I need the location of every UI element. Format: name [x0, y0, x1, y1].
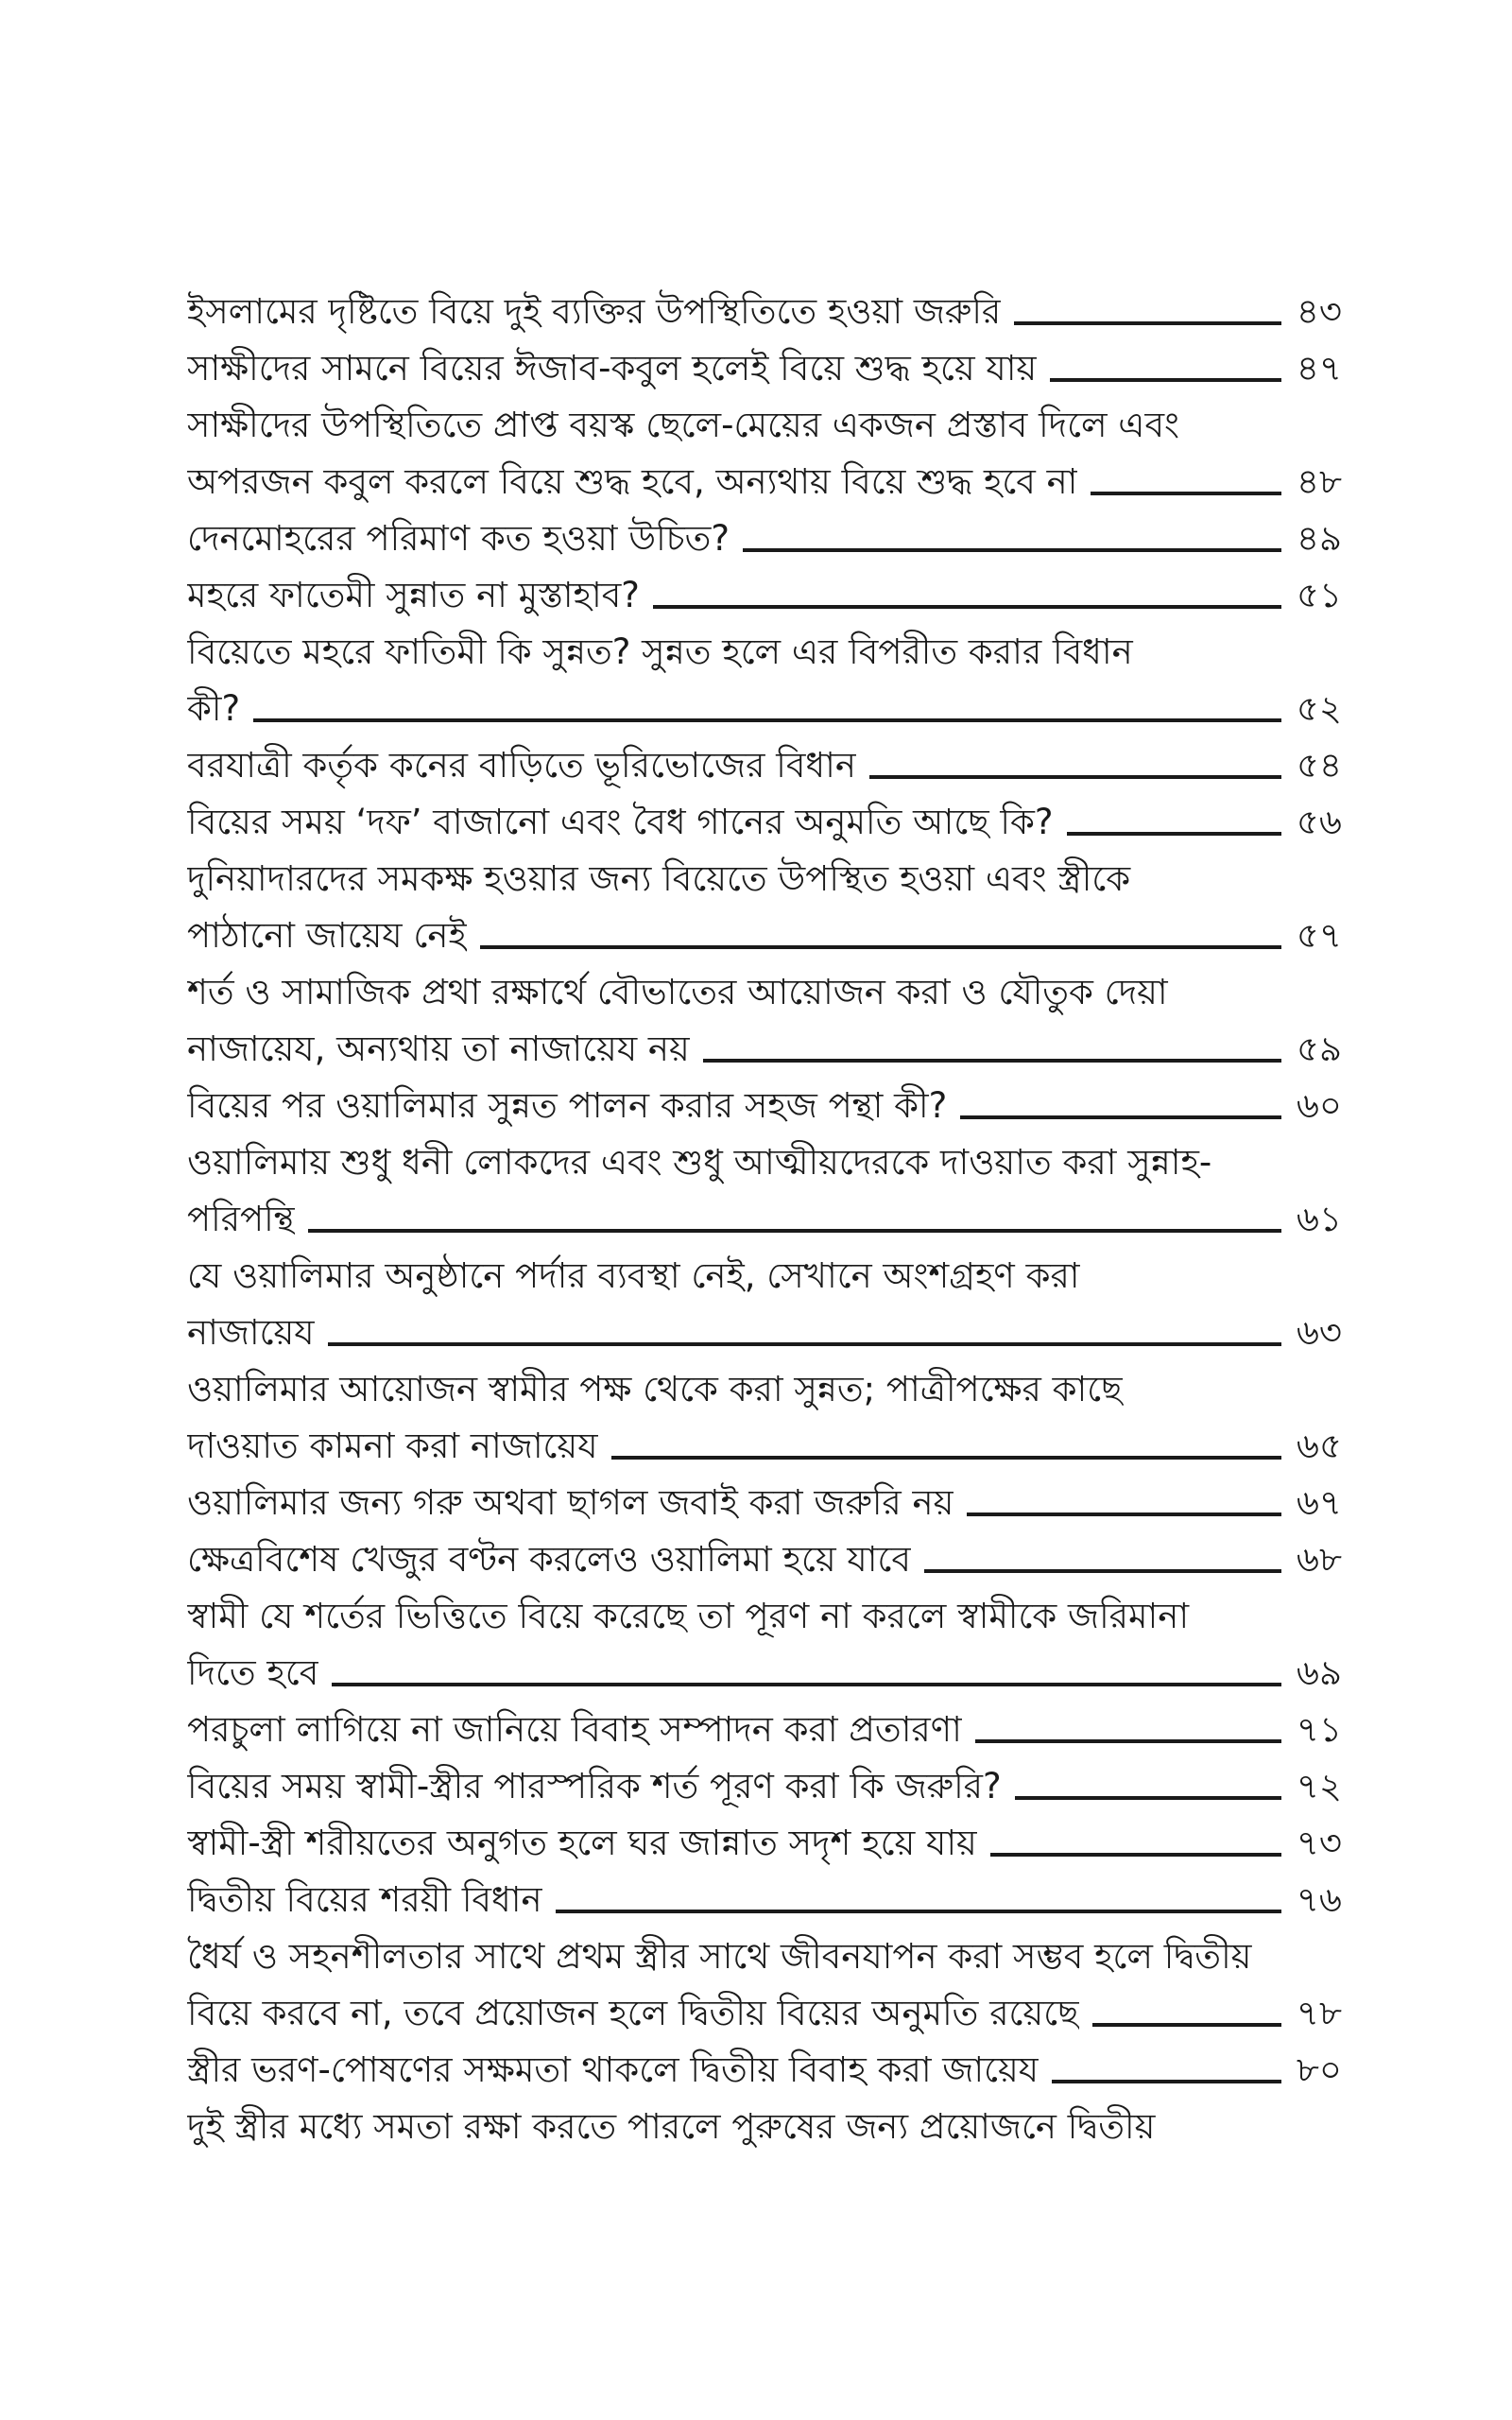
- toc-page-number: ৭৮: [1296, 1993, 1342, 2033]
- toc-page-number: ৬৮: [1296, 1539, 1342, 1580]
- toc-page-number: ৬০: [1296, 1085, 1342, 1126]
- toc-leader-line: [1015, 1796, 1281, 1800]
- toc-entry: [187, 2042, 1342, 2099]
- toc-entry: [187, 1928, 1342, 2042]
- toc-entry: [187, 510, 1342, 567]
- toc-entry: [187, 1531, 1342, 1588]
- toc-entry: [187, 2099, 1342, 2155]
- toc-page-number: ৭১: [1296, 1709, 1342, 1750]
- toc-line: [187, 567, 1342, 624]
- toc-entry-title: শর্ত ও সামাজিক প্রথা রক্ষার্থে বৌভাতের আয়োজন করা ও যৌতুক দেয়া: [187, 972, 1168, 1012]
- toc-entry: [187, 1702, 1342, 1758]
- toc-entry-title: সাক্ষীদের সামনে বিয়ের ঈজাব-কবুল হলেই বিয়ে শুদ্ধ হয়ে যায়: [187, 348, 1038, 389]
- toc-entry: [187, 1815, 1342, 1872]
- toc-entry-title: স্বামী যে শর্তের ভিত্তিতে বিয়ে করেছে তা পূরণ না করলে স্বামীকে জরিমানা: [187, 1596, 1190, 1636]
- toc-page-number: ৪৭: [1296, 348, 1342, 389]
- toc-leader-line: [308, 1229, 1281, 1233]
- toc-entry-title: দুনিয়াদারদের সমকক্ষ হওয়ার জন্য বিয়েতে উপস্থিত হওয়া এবং স্ত্রীকে: [187, 858, 1131, 899]
- toc-leader-line: [743, 548, 1281, 552]
- toc-entry: [187, 737, 1342, 794]
- toc-entry-title: স্বামী-স্ত্রী শরীয়তের অনুগত হলে ঘর জান্নাত সদৃশ হয়ে যায়: [187, 1823, 977, 1863]
- toc-line: [187, 340, 1342, 397]
- toc-line: [187, 1418, 1342, 1475]
- toc-entry-title: বিয়ে করবে না, তবে প্রয়োজন হলে দ্বিতীয় বিয়ের অনুমতি রয়েছে: [187, 1993, 1079, 2033]
- toc-line: [187, 1134, 1342, 1191]
- toc-entry-title: যে ওয়ালিমার অনুষ্ঠানে পর্দার ব্যবস্থা নেই, সেখানে অংশগ্রহণ করা: [187, 1255, 1080, 1296]
- toc-entry-title: কী?: [187, 688, 241, 729]
- toc-entry: [187, 340, 1342, 397]
- toc-line: [187, 1191, 1342, 1248]
- toc-entry: [187, 397, 1342, 510]
- table-of-contents: [187, 284, 1342, 2155]
- toc-line: [187, 284, 1342, 340]
- toc-line: [187, 908, 1342, 964]
- toc-leader-line: [869, 775, 1281, 779]
- toc-page-number: ৪৮: [1296, 461, 1342, 502]
- toc-page-number: ৪৩: [1296, 291, 1342, 332]
- toc-line: [187, 681, 1342, 737]
- toc-leader-line: [328, 1342, 1281, 1346]
- toc-leader-line: [1014, 321, 1281, 325]
- toc-leader-line: [253, 718, 1281, 722]
- toc-leader-line: [975, 1739, 1281, 1743]
- toc-page-number: ৭৩: [1296, 1823, 1342, 1863]
- toc-line: [187, 794, 1342, 851]
- toc-entry-title: ওয়ালিমার আয়োজন স্বামীর পক্ষ থেকে করা সুন্নত; পাত্রীপক্ষের কাছে: [187, 1369, 1123, 1409]
- toc-entry: [187, 624, 1342, 737]
- toc-line: [187, 1588, 1342, 1645]
- toc-entry-title: ইসলামের দৃষ্টিতে বিয়ে দুই ব্যক্তির উপস্থিতিতে হওয়া জরুরি: [187, 291, 1002, 332]
- toc-page-number: ৫৬: [1296, 802, 1342, 842]
- toc-page-number: ৮০: [1296, 2049, 1342, 2090]
- toc-leader-line: [1091, 492, 1281, 495]
- toc-line: [187, 624, 1342, 681]
- toc-line: [187, 397, 1342, 454]
- toc-line: [187, 1985, 1342, 2042]
- toc-line: [187, 1361, 1342, 1418]
- toc-leader-line: [653, 605, 1281, 609]
- toc-line: [187, 2042, 1342, 2099]
- toc-entry-title: বরযাত্রী কর্তৃক কনের বাড়িতে ভূরিভোজের বিধান: [187, 745, 856, 786]
- toc-entry-title: স্ত্রীর ভরণ-পোষণের সক্ষমতা থাকলে দ্বিতীয় বিবাহ করা জায়েয: [187, 2049, 1040, 2090]
- toc-leader-line: [611, 1456, 1281, 1460]
- toc-page-number: ৬১: [1296, 1199, 1342, 1239]
- toc-line: [187, 1021, 1342, 1078]
- toc-page-number: ৫৯: [1296, 1028, 1342, 1069]
- toc-entry-title: অপরজন কবুল করলে বিয়ে শুদ্ধ হবে, অন্যথায় বিয়ে শুদ্ধ হবে না: [187, 461, 1078, 502]
- toc-line: [187, 1815, 1342, 1872]
- toc-page-number: ৫১: [1296, 575, 1342, 615]
- toc-line: [187, 1248, 1342, 1305]
- toc-line: [187, 964, 1342, 1021]
- toc-page-number: ৪৯: [1296, 518, 1342, 559]
- toc-entry-title: ক্ষেত্রবিশেষ খেজুর বণ্টন করলেও ওয়ালিমা হয়ে যাবে: [187, 1539, 911, 1580]
- toc-line: [187, 1872, 1342, 1928]
- toc-line: [187, 737, 1342, 794]
- toc-entry: [187, 567, 1342, 624]
- toc-leader-line: [556, 1910, 1281, 1913]
- toc-page-number: ৭৬: [1296, 1879, 1342, 1920]
- toc-page-number: ৫২: [1296, 688, 1342, 729]
- toc-leader-line: [967, 1512, 1281, 1516]
- toc-leader-line: [990, 1853, 1281, 1857]
- toc-entry-title: ওয়ালিমার জন্য গরু অথবা ছাগল জবাই করা জরুরি নয়: [187, 1482, 954, 1523]
- toc-entry-title: বিয়েতে মহরে ফাতিমী কি সুন্নত? সুন্নত হলে এর বিপরীত করার বিধান: [187, 631, 1133, 672]
- toc-leader-line: [1050, 378, 1281, 382]
- toc-entry: [187, 1872, 1342, 1928]
- toc-leader-line: [1092, 2023, 1282, 2027]
- toc-line: [187, 851, 1342, 908]
- toc-page-number: ৬৭: [1296, 1482, 1342, 1523]
- toc-line: [187, 1758, 1342, 1815]
- toc-line: [187, 1078, 1342, 1134]
- toc-entry-title: বিয়ের সময় ‘দফ’ বাজানো এবং বৈধ গানের অনুমতি আছে কি?: [187, 802, 1054, 842]
- toc-entry: [187, 851, 1342, 964]
- toc-entry: [187, 1758, 1342, 1815]
- toc-entry-title: পরচুলা লাগিয়ে না জানিয়ে বিবাহ সম্পাদন করা প্রতারণা: [187, 1709, 962, 1750]
- toc-line: [187, 1531, 1342, 1588]
- toc-line: [187, 2099, 1342, 2155]
- toc-entry-title: দাওয়াত কামনা করা নাজায়েয: [187, 1426, 598, 1466]
- toc-entry: [187, 1588, 1342, 1702]
- toc-entry: [187, 1134, 1342, 1248]
- toc-entry-title: নাজায়েয, অন্যথায় তা নাজায়েয নয়: [187, 1028, 690, 1069]
- toc-leader-line: [960, 1115, 1281, 1119]
- toc-entry: [187, 964, 1342, 1078]
- toc-line: [187, 1702, 1342, 1758]
- toc-line: [187, 1645, 1342, 1702]
- toc-entry: [187, 284, 1342, 340]
- toc-entry-title: পরিপন্থি: [187, 1199, 295, 1239]
- toc-line: [187, 454, 1342, 510]
- toc-entry: [187, 794, 1342, 851]
- toc-page-number: ৫৪: [1296, 745, 1342, 786]
- toc-page-number: ৬৩: [1296, 1312, 1342, 1353]
- toc-entry-title: বিয়ের সময় স্বামী-স্ত্রীর পারস্পরিক শর্ত পূরণ করা কি জরুরি?: [187, 1766, 1002, 1806]
- toc-entry-title: সাক্ষীদের উপস্থিতিতে প্রাপ্ত বয়স্ক ছেলে-মেয়ের একজন প্রস্তাব দিলে এবং: [187, 405, 1179, 445]
- toc-entry: [187, 1248, 1342, 1361]
- toc-page-number: ৫৭: [1296, 915, 1342, 956]
- toc-entry-title: ওয়ালিমায় শুধু ধনী লোকদের এবং শুধু আত্মীয়দেরকে দাওয়াত করা সুন্নাহ-: [187, 1142, 1212, 1183]
- toc-line: [187, 1928, 1342, 1985]
- toc-entry-title: দ্বিতীয় বিয়ের শরয়ী বিধান: [187, 1879, 542, 1920]
- toc-leader-line: [703, 1059, 1281, 1063]
- toc-line: [187, 1305, 1342, 1361]
- toc-page-number: ৭২: [1296, 1766, 1342, 1806]
- toc-entry-title: দিতে হবে: [187, 1652, 319, 1693]
- toc-entry-title: বিয়ের পর ওয়ালিমার সুন্নত পালন করার সহজ পন্থা কী?: [187, 1085, 948, 1126]
- toc-entry-title: নাজায়েয: [187, 1312, 315, 1353]
- toc-line: [187, 510, 1342, 567]
- toc-entry-title: পাঠানো জায়েয নেই: [187, 915, 467, 956]
- toc-entry: [187, 1475, 1342, 1531]
- toc-entry-title: মহরে ফাতেমী সুন্নাত না মুস্তাহাব?: [187, 575, 640, 615]
- toc-page-number: ৬৯: [1296, 1652, 1342, 1693]
- toc-entry-title: ধৈর্য ও সহনশীলতার সাথে প্রথম স্ত্রীর সাথে জীবনযাপন করা সম্ভব হলে দ্বিতীয়: [187, 1936, 1252, 1977]
- toc-entry-title: দেনমোহরের পরিমাণ কত হওয়া উচিত?: [187, 518, 730, 559]
- toc-entry: [187, 1078, 1342, 1134]
- toc-leader-line: [924, 1569, 1281, 1573]
- toc-entry-title: দুই স্ত্রীর মধ্যে সমতা রক্ষা করতে পারলে পুরুষের জন্য প্রয়োজনে দ্বিতীয়: [187, 2106, 1156, 2147]
- toc-leader-line: [332, 1683, 1281, 1686]
- toc-leader-line: [1067, 832, 1282, 836]
- toc-leader-line: [480, 945, 1281, 949]
- toc-page-number: ৬৫: [1296, 1426, 1342, 1466]
- toc-line: [187, 1475, 1342, 1531]
- toc-leader-line: [1052, 2080, 1281, 2083]
- toc-entry: [187, 1361, 1342, 1475]
